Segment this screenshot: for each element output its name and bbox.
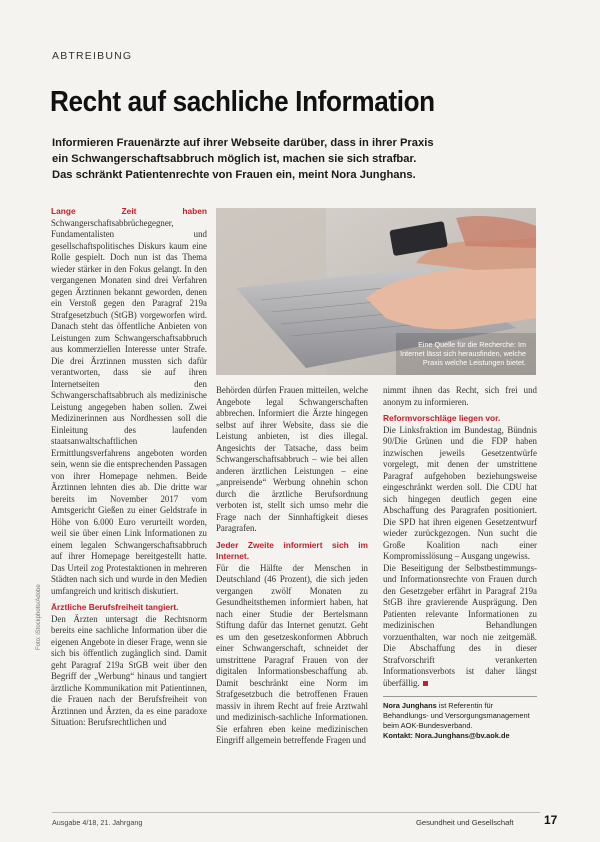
lead-line: Informieren Frauenärzte auf ihrer Webseite darüber, dass in ihrer Praxis	[52, 137, 434, 149]
article-photo	[216, 208, 536, 375]
paragraph	[383, 563, 537, 690]
body-text: Die Beseitigung der Selbstbestimmungs- und Informationsrechte von Frauen durch den Gesetzgeber erfährt in Paragraf 219a StGB ihre gravierende Ausprägung. Den Patienten relevante Informationen zu medizinischen Behandlungen vorzuenthalten, war noch nie zeitgemäß. Die Abschaffung des in dieser Strafvorschrift verankerten Informationsverbots ist daher längst überfällig.	[383, 562, 537, 688]
photo-caption: Eine Quelle für die Recherche: Im Internet lässt sich herausfinden, welche Praxis welche Leistungen bietet.	[400, 340, 526, 367]
run-in-heading: Lange Zeit haben	[51, 206, 207, 216]
lead-line: ein Schwangerschaftsabbruch möglich ist, machen sie sich strafbar.	[52, 153, 417, 165]
author-box	[383, 696, 537, 741]
paragraph	[51, 206, 207, 597]
paragraph: Die Linksfraktion im Bundestag, Bündnis 90/Die Grünen und die FDP haben inzwischen jeweils Gesetzentwürfe vorgelegt, mit denen der umstrittene Paragraf aufgehoben beziehungsweise eingeschränkt werden soll. Die CDU hat sich hingegen deutlich gegen eine Abschaffung des Paragrafen positioniert. Die SPD hat ihren eigenen Gesetzentwurf wieder zurückgezogen. Nun sucht die Große Koalition nach einer Kompromisslösung – Ausgang ungewiss.	[383, 424, 537, 561]
article-headline: Recht auf sachliche Information	[50, 86, 435, 118]
paragraph: nimmt ihnen das Recht, sich frei und anonym zu informieren.	[383, 385, 537, 407]
text-column-3	[383, 385, 537, 800]
subheading: Reformvorschläge liegen vor.	[383, 413, 501, 423]
section-rubric: ABTREIBUNG	[52, 50, 133, 62]
text-column-2	[216, 385, 368, 800]
article-lead	[52, 135, 552, 183]
author-bio: ist Referentin für Behandlungs- und Versorgungsmanagement beim AOK-Bundesverband.	[383, 701, 530, 730]
footer-divider	[52, 812, 540, 813]
paragraph: Für die Hälfte der Menschen in Deutschland (46 Prozent), die sich jeden vergangen zwölf Monaten zu Gesundheitsthemen informiert haben, hat nach einer Studie der Bertelsmann Stiftung dafür das Internet genutzt. Geht es um den gesetzeskonformen Abbruch einer Schwangerschaft, schneidet der umstrittene Paragraf Frauen von der digitalen Informationsbeschaffung ab. Damit beschränkt eine Norm im Strafgesetzbuch die betroffenen Frauen massiv in ihrem Recht auf freie Arztwahl und medizinisch-sachliche Informationen. Sie erfahren eben keine medizinischen Eingriff allgemein betreffende Fragen und	[216, 562, 368, 745]
subheading: Ärztliche Berufsfreiheit tangiert.	[51, 602, 179, 612]
footer-issue: Ausgabe 4/18, 21. Jahrgang	[52, 818, 143, 827]
body-text: Schwangerschaftsabbrüchegegner, Fundamentalisten und gesellschaftspolitisches Diskurs kaum eine Rolle gespielt. Doch nun ist das Thema wieder stärker in den Fokus gelangt. In den vergangenen Monaten sind drei Verfahren gegen Ärztinnen bekannt geworden, denen ein Verstoß gegen den Paragraf 219a Strafgesetzbuch (StGB) vorgeworfen wird. Danach steht das öffentliche Anbieten von Leistungen zum Schwangerschaftsabbruch aus kommerziellen Interesse unter Strafe. Die drei Ärztinnen mussten sich dafür verantworten, dass sie auf ihren Internetseiten den Schwangerschaftsabbruch als medizinische Leistung angegeben haben sollen. Zwei Medizinerinnen aus Nordhessen soll die Einleitung des laufenden staatsanwaltschaftlichen Ermittlungsverfahrens angeboten worden sein, wenn sie die entsprechenden Passagen von ihrer Homepage nehmen. Beide Ärztinnen lehnten dies ab. Die dritte war bereits im November 2017 vom Amtsgericht Gießen zu einer Geldstrafe in Höhe von 6.000 Euro verurteilt worden, weil sie über einen Link Informationen zu einem legalen Schwangerschaftsabbruch auf ihrer Homepage bereitgestellt hatte. Das Urteil zog Protestaktionen in mehreren Städten nach sich und wurde in den Medien umfangreich und kritisch diskutiert.	[51, 217, 207, 596]
paragraph: Den Ärzten untersagt die Rechtsnorm bereits eine sachliche Information über die eigenen Angebote in dieser Frage, wenn sie sich bis öffentlich zugänglich sind. Damit geht Paragraf 219a StGB weit über den Begriff der „Werbung“ hinaus und tangiert ärztliche Kommunikation mit Patientinnen, die Frauen nach der Berufsfreiheit von Ärztinnen und Ärzten, da es eine paradoxe Situation: Berufsrechtlichen und	[51, 613, 207, 727]
lead-line: Das schränkt Patientenrechte von Frauen ein, meint Nora Junghans.	[52, 169, 416, 181]
author-name: Nora Junghans	[383, 701, 437, 710]
end-mark	[423, 681, 428, 686]
photo-credit: Foto: iStockphoto/Adobe	[36, 584, 42, 650]
author-contact: Kontakt: Nora.Junghans@bv.aok.de	[383, 731, 510, 740]
page-number: 17	[544, 813, 558, 827]
footer-magazine-name: Gesundheit und Gesellschaft	[416, 818, 514, 827]
paragraph: Behörden dürfen Frauen mitteilen, welche Angebote legal Schwangerschaften abbrechen. Informiert die Ärzte hingegen selbst auf ihrer Website, dass sie die Leistung anbieten, ist dies illegal. Angesichts der Tatsache, dass beim Schwangerschaftsabbruch – wie bei allen anderen ärztlichen Leistungen – eine „anpreisende“ Werbung ohnehin schon durch die ärztliche Berufsordnung verboten ist, stellt sich umso mehr die Frage nach der Sinnhaftigkeit dieses Paragrafen.	[216, 385, 368, 533]
subheading: Jeder Zweite informiert sich im Internet.	[216, 539, 368, 561]
text-column-1	[51, 206, 207, 800]
